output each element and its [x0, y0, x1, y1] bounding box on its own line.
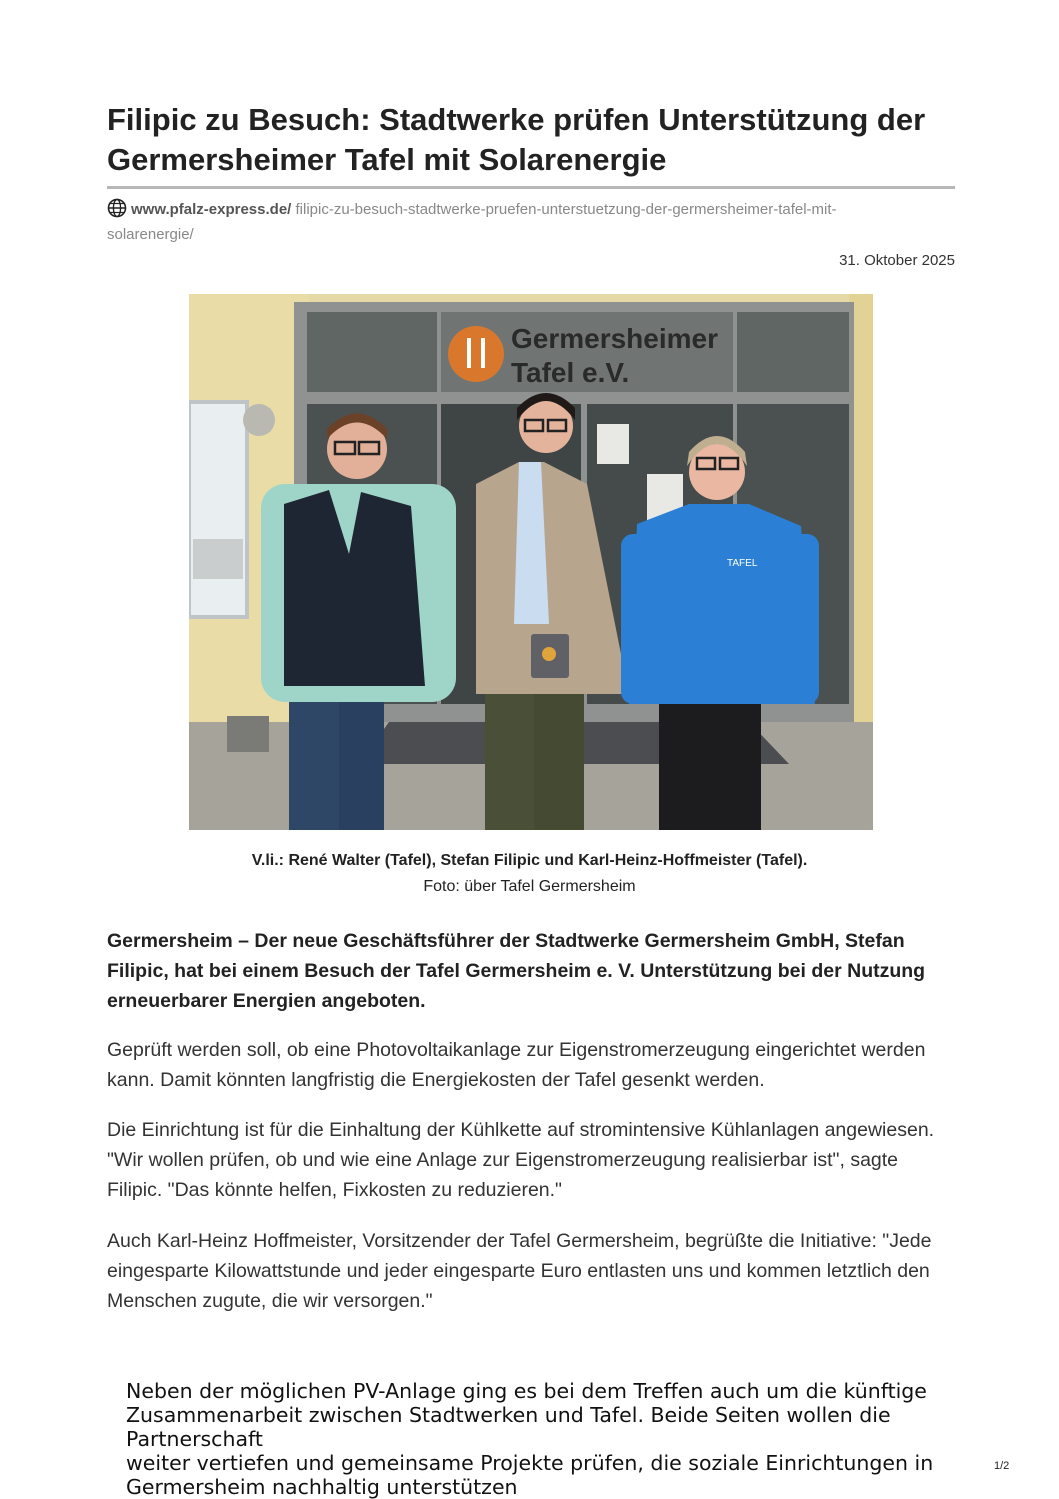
appended-text-block [126, 1379, 996, 1499]
photo-credit: Foto: über Tafel Germersheim [423, 878, 636, 895]
lead-paragraph: Germersheim – Der neue Geschäftsführer der Stadtwerke Germersheim GmbH, Stefan Filipic, hat bei einem Besuch der Tafel Germersheim e. V. Unterstützung bei der Nutzung erneuerbarer Energien angeboten. [107, 930, 926, 1012]
globe-icon [107, 198, 127, 224]
title-divider [107, 186, 955, 189]
appended-line-4: weiter vertiefen und gemeinsame Projekte prüfen, die soziale Einrichtungen in [126, 1451, 934, 1475]
photo-caption: V.li.: René Walter (Tafel), Stefan Filipic und Karl-Heinz-Hoffmeister (Tafel). [251, 852, 808, 869]
appended-line-5: Germersheim nachhaltig unterstützen [126, 1475, 518, 1499]
page-number: 1/2 [994, 1460, 1010, 1472]
publish-date: 31. Oktober 2025 [839, 252, 955, 269]
source-domain[interactable]: www.pfalz-express.de/ [131, 201, 292, 218]
sign-text-line2: Tafel e.V. [511, 357, 630, 388]
appended-line-1: Neben der möglichen PV-Anlage ging es bei dem Treffen auch um die künftige [126, 1379, 927, 1403]
appended-line-2: Zusammenarbeit zwischen Stadtwerken und Tafel. Beide Seiten wollen die [126, 1403, 891, 1427]
article-photo [189, 294, 873, 830]
appended-line-3: Partnerschaft [126, 1427, 263, 1451]
body-paragraph-3: Auch Karl-Heinz Hoffmeister, Vorsitzender der Tafel Germersheim, begrüßte die Initiative: "Jede eingesparte Kilowattstunde und jeder eingesparte Euro entlasten uns und kommen letztlich den Menschen zugute, die wir versorgen." [107, 1230, 932, 1312]
body-paragraph-2: Die Einrichtung ist für die Einhaltung der Kühlkette auf stromintensive Kühlanlagen angewiesen. "Wir wollen prüfen, ob und wie eine Anlage zur Eigenstromerzeugung realisierbar ist", sagte Filipic. "Das könnte helfen, Fixkosten zu reduzieren." [107, 1119, 935, 1201]
source-path[interactable]: filipic-zu-besuch-stadtwerke-pruefen-unterstuetzung-der-germersheimer-tafel-mit-solarenergie/ [107, 201, 837, 243]
sign-text-line1: Germersheimer [511, 323, 719, 354]
body-paragraph-1: Geprüft werden soll, ob eine Photovoltaikanlage zur Eigenstromerzeugung eingerichtet werden kann. Damit könnten langfristig die Energiekosten der Tafel gesenkt werden. [107, 1039, 926, 1091]
shirt-logo-text: TAFEL [727, 558, 758, 569]
source-url[interactable] [107, 198, 907, 245]
article-title: Filipic zu Besuch: Stadtwerke prüfen Unterstützung der Germersheimer Tafel mit Solarenergie [107, 102, 926, 177]
